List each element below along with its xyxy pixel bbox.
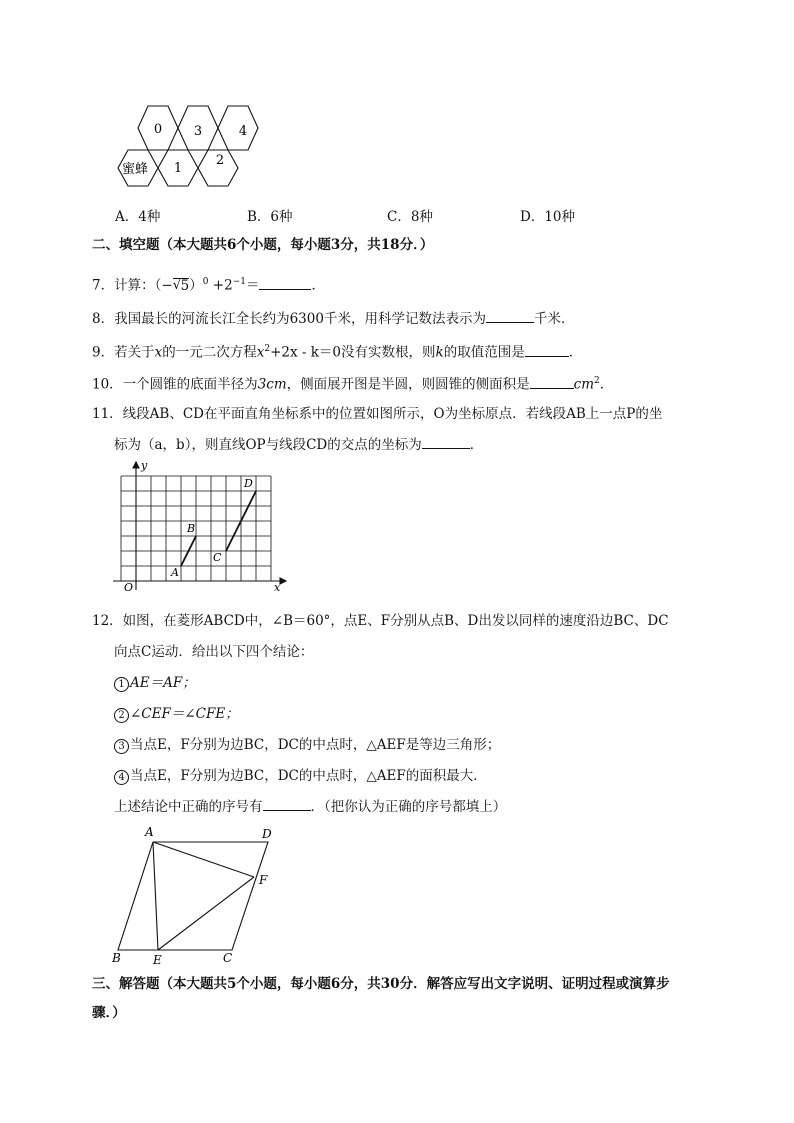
q11-line2b: ． [469,437,484,453]
circled-number-4: 4 [114,770,129,785]
point-d-label: D [244,477,253,490]
option-c: C．8种 [387,209,433,225]
coordinate-grid-figure [110,460,290,598]
q8-text: 8．我国最长的河流长江全长约为6300千米，用科学记数法表示为 [92,311,486,327]
point-a-label: A [171,566,179,579]
circled-number-1: 1 [114,677,129,692]
question-12-line1: 12．如图，在菱形ABCD中，∠B＝60°，点E、F分别从点B、D出发以同样的速度沿边BC、DC [92,613,669,629]
conclusion-3-text: 当点E，F分别为边BC，DC的中点时，△AEF是等边三角形； [130,737,501,753]
circled-number-2: 2 [114,708,129,723]
option-a: A．4种 [115,209,161,225]
q10-mid: ，侧面展开图是半圆，则圆锥的侧面积是 [286,376,530,393]
conclusion-3 [114,736,500,754]
q10-radius: 3cm [257,376,287,393]
option-b: B．6种 [247,209,293,225]
point-e-label: E [153,953,162,967]
q11-line2a: 标为（a，b），则直线OP与线段CD的交点的坐标为 [114,437,422,453]
question-12-line2: 向点C运动．给出以下四个结论： [114,644,314,660]
section-3-heading: 三、解答题（本大题共5个小题，每小题6分，共30分．解答应写出文字说明、证明过程或演算步 [92,976,670,992]
conclusion-4-text: 当点E，F分别为边BC，DC的中点时，△AEF的面积最大． [130,768,487,784]
section-3-heading-cont: 骤．） [92,1005,126,1021]
q12-prompt-b: ．（把你认为正确的序号都填上） [310,799,507,815]
q9-eq-x: x [256,344,265,361]
conclusion-2-text: ∠CEF＝∠CFE； [130,706,239,722]
q12-prompt-a: 上述结论中正确的序号有 [114,799,263,815]
question-10 [92,372,613,394]
q7-close: ） [189,277,203,294]
y-axis-label: y [141,460,148,472]
sqrt-sign-icon: √ [172,276,182,293]
question-8 [92,310,574,328]
hex-label-4: 4 [238,124,248,139]
section-2-heading: 二、填空题（本大题共6个小题，每小题3分，共18分．） [92,237,434,253]
q10-unit: cm [573,376,595,393]
option-d: D．10种 [520,209,576,225]
q9-end: ． [568,344,583,361]
hex-label-1: 1 [173,161,183,176]
q9-var-x: x [154,344,163,361]
hex-label-3: 3 [193,124,203,139]
x-axis-arrow-icon [280,578,286,584]
q7-sqrt: √ 5 [172,276,190,294]
q8-answer-blank[interactable] [486,310,534,323]
conclusion-4 [114,767,487,785]
segment-ef [158,877,254,950]
hex-label-0: 0 [153,122,163,137]
q9-eq3: ＝0没有实数根，则 [318,344,436,361]
x-axis-label: x [274,581,281,594]
conclusion-2 [114,705,239,723]
q7-exp0: 0 [202,277,209,287]
q9-sq: 2 [264,344,271,354]
question-11-line1: 11．线段AB、CD在平面直角坐标系中的位置如图所示，O为坐标原点．若线段AB上一点P的坐 [92,406,663,422]
point-b-label: B [187,522,196,535]
q10-end: ． [599,376,614,393]
q7-equals: ＝ [245,277,260,294]
point-f-label: F [259,873,268,887]
origin-label: O [124,581,134,594]
q10-answer-blank[interactable] [530,376,574,389]
rhombus-abcd [118,842,268,950]
q7-rest: +2 [208,277,233,294]
vertex-c-label: C [223,951,233,965]
question-7 [92,273,325,295]
conclusion-1 [114,674,196,692]
q9-a: 9．若关于 [92,344,155,361]
circled-number-3: 3 [114,739,129,754]
q10-text: 10．一个圆锥的底面半径为 [92,376,258,393]
vertex-b-label: B [112,951,121,965]
q9-c: 的取值范围是 [443,344,525,361]
hex-label-2: 2 [215,153,225,168]
q11-answer-blank[interactable] [422,436,470,449]
hex-label-bee: 蜜蜂 [121,162,149,177]
segment-ae [153,842,158,950]
y-axis-arrow-icon [133,462,139,468]
vertex-a-label: A [145,825,154,839]
q10-sq: 2 [594,376,600,386]
rhombus-figure [108,822,288,967]
q7-expn: −1 [232,277,246,287]
question-11-line2 [114,436,483,454]
question-9 [92,340,582,362]
q7-answer-blank[interactable] [259,277,311,290]
q9-b: 的一元二次方程 [162,344,257,361]
q7-prefix: 7．计算：（− [92,277,173,294]
q7-end: ． [311,277,325,294]
q9-var-k: k [435,344,444,361]
q9-answer-blank[interactable] [525,344,569,357]
conclusion-1-text: AE＝AF； [130,675,196,691]
question-12-prompt [114,798,506,816]
point-c-label: C [213,551,222,564]
honeycomb-figure [110,100,270,195]
q9-eq2: +2x - k [270,344,319,361]
segment-af [153,842,254,877]
q8-end: 千米． [533,311,575,327]
vertex-d-label: D [262,827,272,841]
q12-answer-blank[interactable] [263,798,311,811]
